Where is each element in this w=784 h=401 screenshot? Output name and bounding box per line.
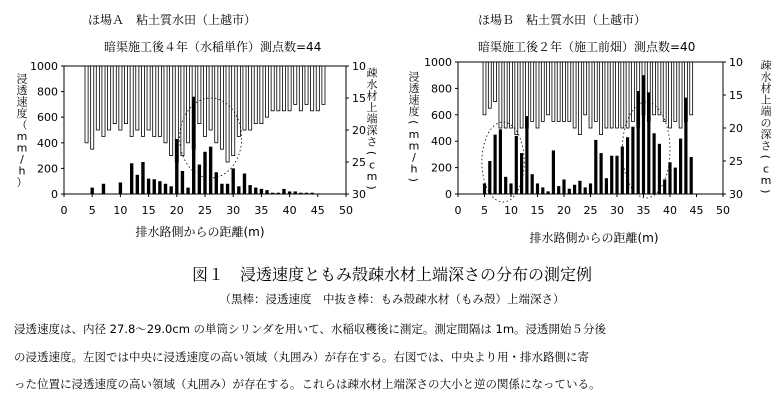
- chart-a-depth-bar: [322, 66, 325, 104]
- svg-text:疎: 疎: [366, 66, 378, 80]
- svg-text:(: (: [407, 120, 420, 125]
- chart-a-infiltration-bar: [243, 174, 246, 194]
- svg-text:透: 透: [16, 83, 28, 97]
- chart-a-depth-bar: [187, 66, 190, 143]
- chart-b-depth-bar: [504, 62, 507, 128]
- chart-a-depth-bar: [153, 66, 156, 136]
- chart-a-depth-bar: [237, 66, 240, 136]
- description-line-2: の浸透速度。左図では中央に浸透速度の高い領域（丸囲み）が存在する。右図では、中央より用・排水路側に寄: [14, 350, 589, 364]
- chart-a-ytick-left-label: 0: [51, 188, 58, 201]
- chart-b-infiltration-bar: [578, 181, 581, 194]
- chart-a-ytick-right-label: 10: [352, 60, 366, 73]
- chart-a-infiltration-bar: [248, 185, 251, 194]
- chart-b-depth-bar: [690, 62, 693, 115]
- chart-a-depth-bar: [130, 66, 133, 136]
- figure-caption: 図１ 浸透速度ともみ殻疎水材上端深さの分布の測定例: [191, 265, 592, 284]
- chart-b-depth-bar: [679, 62, 682, 128]
- chart-b-infiltration-bar: [668, 162, 671, 194]
- svg-text:端: 端: [760, 104, 772, 118]
- chart-a-infiltration-bar: [186, 188, 189, 194]
- chart-b-xtick-label: 45: [689, 204, 704, 217]
- svg-text:深: 深: [366, 124, 378, 137]
- chart-b-depth-bar: [584, 62, 587, 115]
- svg-text:m: m: [408, 139, 420, 153]
- svg-text:): ): [407, 177, 420, 182]
- chart-b-infiltration-bar: [626, 137, 629, 194]
- chart-a-depth-bar: [254, 66, 257, 124]
- chart-a-infiltration-bar: [265, 190, 268, 194]
- chart-b-infiltration-bar: [653, 133, 656, 194]
- chart-b-depth-bar: [578, 62, 581, 135]
- chart-a-depth-bar: [136, 66, 139, 130]
- chart-b-infiltration-bar: [684, 98, 687, 194]
- chart-a-depth-bar: [102, 66, 105, 136]
- chart-b-depth-bar: [563, 62, 566, 121]
- description-line-3: った位置に浸透速度の高い領域（丸囲み）が存在する。これらは疎水材上端深さの大小と逆の関係になっている。: [14, 377, 601, 391]
- chart-b-depth-bar: [510, 62, 513, 128]
- chart-b-infiltration-bar: [631, 127, 634, 194]
- chart-a-depth-bar: [305, 66, 308, 104]
- chart-a-depth-bar: [85, 66, 88, 143]
- chart-b-ytick-right-label: 25: [729, 155, 743, 168]
- chart-b-depth-bar: [610, 62, 613, 128]
- chart-b-xtick-label: 25: [583, 204, 598, 217]
- svg-text:m: m: [366, 170, 378, 183]
- chart-b-ytick-right-label: 10: [729, 56, 743, 69]
- chart-a-xtick-label: 5: [88, 204, 96, 217]
- chart-b-xtick-label: 20: [557, 204, 571, 217]
- chart-b-depth-bar: [488, 62, 491, 108]
- chart-b-infiltration-bar: [610, 156, 613, 194]
- chart-a-depth-bar: [299, 66, 302, 111]
- chart-b-infiltration-bar: [520, 153, 523, 194]
- svg-text:(: (: [365, 150, 378, 156]
- chart-a-depth-bar: [124, 66, 127, 124]
- chart-a-infiltration-bar: [181, 171, 184, 194]
- chart-a-ytick-left-label: 400: [37, 136, 58, 150]
- chart-a-xtick-label: 10: [113, 204, 128, 217]
- chart-a-depth-bar: [147, 66, 150, 130]
- chart-a-xtick-label: 35: [254, 204, 269, 217]
- chart-a-title-line2: 暗渠施工後４年（水稲単作）測点数=44: [104, 40, 322, 54]
- chart-a-infiltration-bar: [102, 184, 105, 194]
- chart-a-depth-bar: [203, 66, 206, 136]
- chart-a-xtick-label: 25: [198, 204, 212, 217]
- chart-b-infiltration-bar: [515, 136, 518, 194]
- chart-b-infiltration-bar: [674, 168, 677, 194]
- chart-b-depth-bar: [600, 62, 603, 135]
- chart-a-depth-bar: [282, 66, 285, 111]
- chart-a-xtick-label: 45: [310, 204, 325, 217]
- chart-b: [407, 56, 772, 245]
- chart-b-ytick-right-label: 30: [729, 188, 743, 201]
- svg-text:）: ）: [16, 175, 28, 189]
- chart-a-depth-bar: [243, 66, 246, 130]
- chart-a-infiltration-bar: [198, 165, 201, 194]
- svg-text:): ): [759, 189, 772, 194]
- chart-b-ylabel-left: [407, 70, 420, 182]
- chart-b-infiltration-bar: [547, 191, 550, 194]
- chart-b-infiltration-bar: [531, 174, 534, 194]
- chart-b-depth-bar: [573, 62, 576, 128]
- chart-b-infiltration-bar: [663, 179, 666, 194]
- svg-text:浸: 浸: [16, 72, 28, 86]
- chart-a-infiltration-bar: [299, 193, 302, 194]
- chart-a-infiltration-bar: [271, 193, 274, 194]
- chart-b-depth-bar: [669, 62, 672, 128]
- chart-b-infiltration-bar: [605, 178, 608, 194]
- svg-text:疎: 疎: [760, 58, 772, 72]
- chart-a-depth-bar: [232, 66, 235, 156]
- chart-b-xlabel: 排水路側からの距離(m): [529, 231, 659, 245]
- chart-a-infiltration-bar: [136, 175, 139, 194]
- chart-a-depth-bar: [181, 66, 184, 156]
- chart-a-depth-bar: [316, 66, 319, 111]
- chart-a-depth-bar: [158, 66, 161, 136]
- chart-b-infiltration-bar: [488, 161, 491, 194]
- chart-a-infiltration-bar: [288, 191, 291, 194]
- chart-b-infiltration-bar: [504, 177, 507, 194]
- chart-b-depth-bar: [621, 62, 624, 128]
- chart-b-title-line2: 暗渠施工後２年（施工前畑）測点数=40: [478, 40, 696, 54]
- svg-text:m: m: [16, 129, 28, 143]
- chart-b-depth-bar: [515, 62, 518, 135]
- chart-a-depth-bar: [277, 66, 280, 111]
- chart-a-infiltration-bar: [282, 189, 285, 194]
- chart-b-depth-bar: [594, 62, 597, 121]
- chart-b-title-line1: ほ場Ｂ 粘土質水田（上越市）: [478, 13, 647, 27]
- chart-a-ytick-right-label: 15: [352, 92, 366, 105]
- chart-b-ytick-left-label: 1000: [424, 56, 452, 69]
- chart-b-infiltration-bar: [573, 185, 576, 194]
- chart-b-ytick-left-label: 800: [431, 82, 452, 96]
- chart-b-ytick-right-label: 20: [729, 122, 743, 135]
- chart-a-xtick-label: 30: [226, 204, 241, 217]
- chart-b-ytick-left-label: 0: [445, 188, 452, 201]
- chart-a-depth-bar: [215, 66, 218, 143]
- chart-a-infiltration-bar: [147, 179, 150, 194]
- svg-text:さ: さ: [366, 135, 378, 149]
- chart-b-depth-bar: [483, 62, 486, 115]
- chart-a-xtick-label: 15: [141, 204, 156, 217]
- chart-b-infiltration-bar: [562, 179, 565, 194]
- chart-a-depth-bar: [170, 66, 173, 156]
- chart-b-infiltration-bar: [600, 153, 603, 194]
- chart-a-infiltration-bar: [310, 193, 313, 194]
- svg-text:透: 透: [408, 81, 420, 95]
- chart-b-ylabel-right: [759, 58, 772, 194]
- svg-text:深: 深: [760, 127, 772, 141]
- svg-text:上: 上: [760, 93, 772, 107]
- chart-b-infiltration-bar: [536, 183, 539, 194]
- chart-b-depth-bar: [541, 62, 544, 121]
- chart-a-infiltration-bar: [164, 184, 167, 194]
- chart-a-depth-bar: [141, 66, 144, 136]
- chart-b-infiltration-bar: [637, 91, 640, 194]
- chart-b-infiltration-bar: [589, 183, 592, 194]
- svg-text:度: 度: [16, 106, 28, 120]
- chart-b-depth-bar: [589, 62, 592, 128]
- chart-b-xtick-label: 5: [481, 204, 488, 217]
- chart-a-xtick-label: 40: [282, 204, 297, 217]
- chart-b-infiltration-bar: [525, 116, 528, 194]
- chart-a-depth-bar: [96, 66, 99, 130]
- chart-a-ytick-right-label: 25: [352, 156, 366, 169]
- chart-a-depth-bar: [288, 66, 291, 111]
- svg-text:速: 速: [16, 95, 28, 109]
- chart-a-depth-bar: [265, 66, 268, 117]
- chart-a-infiltration-bar: [305, 193, 308, 194]
- svg-text:浸: 浸: [408, 70, 420, 84]
- chart-a-ytick-left-label: 800: [37, 85, 58, 99]
- chart-a-ytick-left-label: 200: [37, 162, 58, 176]
- chart-b-depth-bar: [568, 62, 571, 121]
- chart-b-infiltration-bar: [509, 183, 512, 194]
- chart-b-depth-bar: [536, 62, 539, 128]
- chart-a-ytick-right-label: 30: [352, 188, 366, 201]
- chart-b-depth-bar: [494, 62, 497, 102]
- chart-b-depth-bar: [674, 62, 677, 121]
- chart-a-ytick-right-label: 20: [352, 124, 366, 137]
- chart-b-infiltration-bar: [568, 189, 571, 194]
- chart-b-infiltration-bar: [552, 150, 555, 194]
- chart-b-infiltration-bar: [584, 187, 587, 194]
- chart-b-xtick-label: 50: [716, 204, 730, 217]
- chart-b-infiltration-bar: [647, 92, 650, 194]
- chart-a-depth-bar: [91, 66, 94, 149]
- chart-b-depth-bar: [557, 62, 560, 121]
- chart-a-infiltration-bar: [209, 147, 212, 194]
- chart-b-xtick-label: 10: [504, 204, 518, 217]
- chart-a-infiltration-bar: [119, 182, 122, 194]
- chart-a-depth-bar: [311, 66, 314, 111]
- chart-b-depth-bar: [631, 62, 634, 121]
- svg-text:端: 端: [366, 112, 378, 126]
- chart-a-depth-bar: [271, 66, 274, 111]
- description-line-1: 浸透速度は、内径 27.8～29.0cm の単筒シリンダを用いて、水稲収穫後に測定。測定間隔は 1m。浸透開始５分後: [14, 322, 607, 336]
- chart-b-infiltration-bar: [541, 187, 544, 194]
- chart-a-infiltration-bar: [226, 184, 229, 194]
- svg-text:h: h: [18, 164, 26, 178]
- chart-a-infiltration-bar: [220, 184, 223, 194]
- chart-a-infiltration-bar: [237, 186, 240, 194]
- chart-a-infiltration-bar: [130, 163, 133, 194]
- svg-text:): ): [365, 185, 378, 190]
- chart-a-depth-bar: [294, 66, 297, 104]
- svg-text:(: (: [759, 154, 772, 159]
- chart-a-ylabel-left: [17, 72, 28, 189]
- chart-a-depth-bar: [249, 66, 252, 130]
- chart-b-xtick-label: 35: [636, 204, 651, 217]
- chart-a-infiltration-bar: [192, 97, 195, 194]
- chart-a-xlabel: 排水路側からの距離(m): [135, 225, 265, 239]
- svg-text:材: 材: [366, 89, 378, 103]
- chart-b-xtick-label: 15: [530, 204, 545, 217]
- svg-text:さ: さ: [760, 139, 772, 153]
- svg-text:c: c: [762, 162, 770, 176]
- chart-a-depth-bar: [119, 66, 122, 130]
- chart-b-depth-bar: [552, 62, 555, 121]
- chart-b-depth-bar: [653, 62, 656, 115]
- figure-subcaption: （黒棒：浸透速度 中抜き棒：もみ殻疎水材（もみ殻）上端深さ）: [219, 292, 565, 306]
- chart-a-infiltration-bar: [169, 186, 172, 194]
- chart-b-infiltration-bar: [594, 140, 597, 194]
- chart-a-depth-bar: [198, 66, 201, 124]
- chart-b-infiltration-bar: [483, 183, 486, 194]
- chart-a-depth-bar: [220, 66, 223, 149]
- chart-a-ytick-left-label: 600: [37, 111, 58, 125]
- chart-b-infiltration-bar: [494, 135, 497, 194]
- chart-a-infiltration-bar: [175, 139, 178, 194]
- chart-a-infiltration-bar: [232, 168, 235, 194]
- svg-text:水: 水: [366, 78, 378, 91]
- chart-a-infiltration-bar: [153, 179, 156, 194]
- chart-a-infiltration-bar: [141, 162, 144, 194]
- svg-text:の: の: [760, 116, 772, 130]
- chart-b-infiltration-bar: [658, 144, 661, 194]
- chart-a-xtick-label: 0: [60, 204, 68, 217]
- chart-a-xtick-label: 20: [169, 204, 184, 217]
- chart-b-infiltration-bar: [499, 129, 502, 194]
- chart-b-infiltration-bar: [557, 186, 560, 194]
- chart-b-xtick-label: 0: [454, 204, 462, 217]
- chart-a-infiltration-bar: [277, 193, 280, 194]
- chart-a-xtick-label: 50: [339, 204, 353, 217]
- chart-a-depth-bar: [113, 66, 116, 124]
- chart-b-xtick-label: 40: [663, 204, 677, 217]
- chart-b-depth-bar: [520, 62, 523, 128]
- chart-a: [17, 60, 379, 239]
- chart-a-depth-bar: [164, 66, 167, 143]
- svg-text:m: m: [16, 141, 28, 155]
- svg-text:/: /: [412, 150, 416, 164]
- svg-text:m: m: [408, 127, 420, 141]
- chart-a-title-line1: ほ場Ａ 粘土質水田（上越市）: [88, 13, 257, 27]
- svg-text:上: 上: [366, 101, 378, 114]
- chart-b-ytick-left-label: 200: [431, 161, 452, 175]
- chart-a-infiltration-bar: [294, 191, 297, 194]
- chart-a-infiltration-bar: [215, 172, 218, 194]
- svg-text:/: /: [20, 152, 24, 166]
- chart-b-infiltration-bar: [690, 157, 693, 194]
- chart-b-depth-bar: [663, 62, 666, 121]
- chart-a-infiltration-bar: [260, 189, 263, 194]
- chart-b-ytick-left-label: 600: [431, 108, 452, 122]
- svg-text:c: c: [368, 158, 376, 172]
- chart-b-depth-bar: [658, 62, 661, 115]
- chart-a-infiltration-bar: [91, 188, 94, 194]
- chart-b-ytick-left-label: 400: [431, 135, 452, 149]
- chart-a-infiltration-bar: [254, 188, 257, 194]
- chart-a-infiltration-bar: [203, 152, 206, 194]
- svg-text:h: h: [410, 162, 418, 176]
- chart-b-infiltration-bar: [679, 139, 682, 194]
- chart-b-xtick-label: 30: [610, 204, 624, 217]
- chart-a-ylabel-right: [365, 66, 378, 190]
- chart-b-infiltration-bar: [642, 75, 645, 194]
- svg-text:m: m: [760, 173, 772, 187]
- chart-b-depth-bar: [499, 62, 502, 128]
- chart-b-depth-bar: [547, 62, 550, 115]
- chart-a-ytick-left-label: 1000: [30, 60, 58, 73]
- chart-b-ytick-right-label: 15: [729, 89, 743, 102]
- svg-text:材: 材: [760, 81, 772, 95]
- chart-b-depth-bar: [616, 62, 619, 128]
- chart-a-depth-bar: [226, 66, 229, 162]
- svg-text:水: 水: [760, 70, 772, 84]
- svg-text:度: 度: [408, 104, 420, 118]
- chart-a-depth-bar: [260, 66, 263, 124]
- chart-b-depth-bar: [531, 62, 534, 121]
- chart-a-infiltration-bar: [158, 181, 161, 194]
- chart-b-infiltration-bar: [615, 156, 618, 194]
- chart-a-depth-bar: [108, 66, 111, 130]
- svg-text:（: （: [16, 118, 28, 132]
- svg-text:速: 速: [408, 93, 420, 107]
- chart-b-depth-bar: [605, 62, 608, 128]
